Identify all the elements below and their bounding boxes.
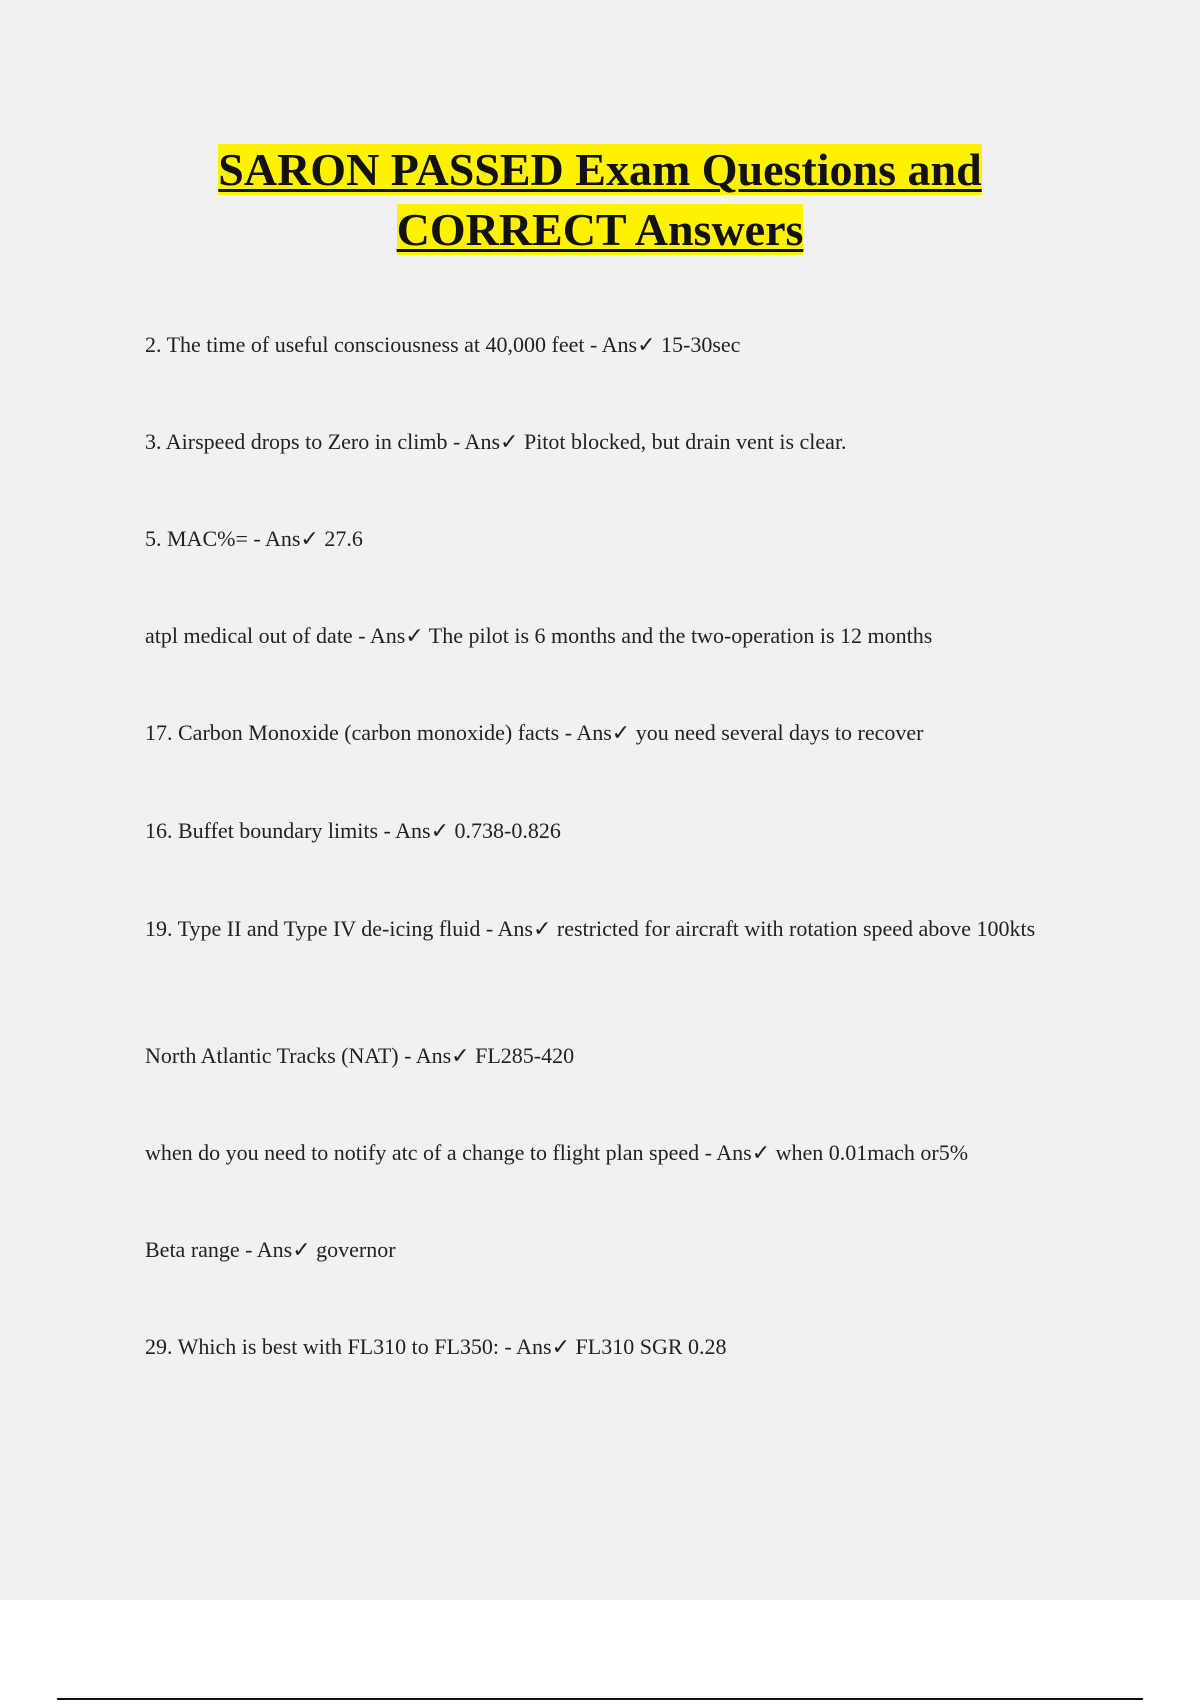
question-text: when do you need to notify atc of a change to flight plan speed - Ans <box>145 1140 752 1165</box>
answer-text: FL285-420 <box>469 1043 575 1068</box>
check-icon: ✓ <box>292 1238 311 1263</box>
title-line-2: CORRECT Answers <box>396 204 804 255</box>
document-title <box>0 140 1200 260</box>
check-icon: ✓ <box>430 819 450 844</box>
question-text: 29. Which is best with FL310 to FL350: - Ans <box>145 1334 552 1359</box>
answer-text: The pilot is 6 months and the two-operation is 12 months <box>423 623 933 648</box>
qa-item <box>145 1332 1075 1363</box>
qa-item <box>145 914 1075 945</box>
check-icon: ✓ <box>405 624 424 649</box>
check-icon: ✓ <box>611 721 631 746</box>
question-text: 17. Carbon Monoxide (carbon monoxide) facts - Ans <box>145 720 612 745</box>
answer-text: FL310 SGR 0.28 <box>570 1334 727 1359</box>
question-text: 3. Airspeed drops to Zero in climb - Ans <box>145 429 501 454</box>
check-icon: ✓ <box>451 1044 470 1069</box>
answer-text: when 0.01mach or5% <box>770 1140 969 1165</box>
answer-text: Pitot blocked, but drain vent is clear. <box>518 429 847 454</box>
check-icon: ✓ <box>551 1335 571 1360</box>
qa-item <box>145 816 1075 847</box>
check-icon: ✓ <box>751 1141 771 1166</box>
question-text: North Atlantic Tracks (NAT) - Ans <box>145 1043 452 1068</box>
question-text: 5. MAC%= - Ans <box>145 526 301 551</box>
answer-text: governor <box>310 1237 396 1262</box>
question-text: 19. Type II and Type IV de-icing fluid - Ans <box>145 916 533 941</box>
check-icon: ✓ <box>500 430 519 455</box>
qa-item <box>145 1041 1075 1072</box>
check-icon: ✓ <box>300 527 319 552</box>
qa-item <box>145 330 1075 361</box>
qa-item <box>145 524 1075 555</box>
check-icon: ✓ <box>637 333 656 358</box>
check-icon: ✓ <box>532 917 552 942</box>
answer-text: 0.738-0.826 <box>449 818 561 843</box>
qa-item <box>145 427 1075 458</box>
answer-text: 15-30sec <box>655 332 741 357</box>
answer-text: 27.6 <box>318 526 363 551</box>
answer-text: you need several days to recover <box>630 720 924 745</box>
question-text: 2. The time of useful consciousness at 40,000 feet - Ans <box>145 332 638 357</box>
qa-item <box>145 718 1075 749</box>
question-text: Beta range - Ans <box>145 1237 293 1262</box>
title-line-1: SARON PASSED Exam Questions and <box>218 144 982 195</box>
qa-item <box>145 621 1075 652</box>
qa-item <box>145 1235 1075 1266</box>
question-text: atpl medical out of date - Ans <box>145 623 406 648</box>
qa-item <box>145 1138 1075 1169</box>
question-text: 16. Buffet boundary limits - Ans <box>145 818 431 843</box>
answer-text: restricted for aircraft with rotation speed above 100kts <box>551 916 1036 941</box>
